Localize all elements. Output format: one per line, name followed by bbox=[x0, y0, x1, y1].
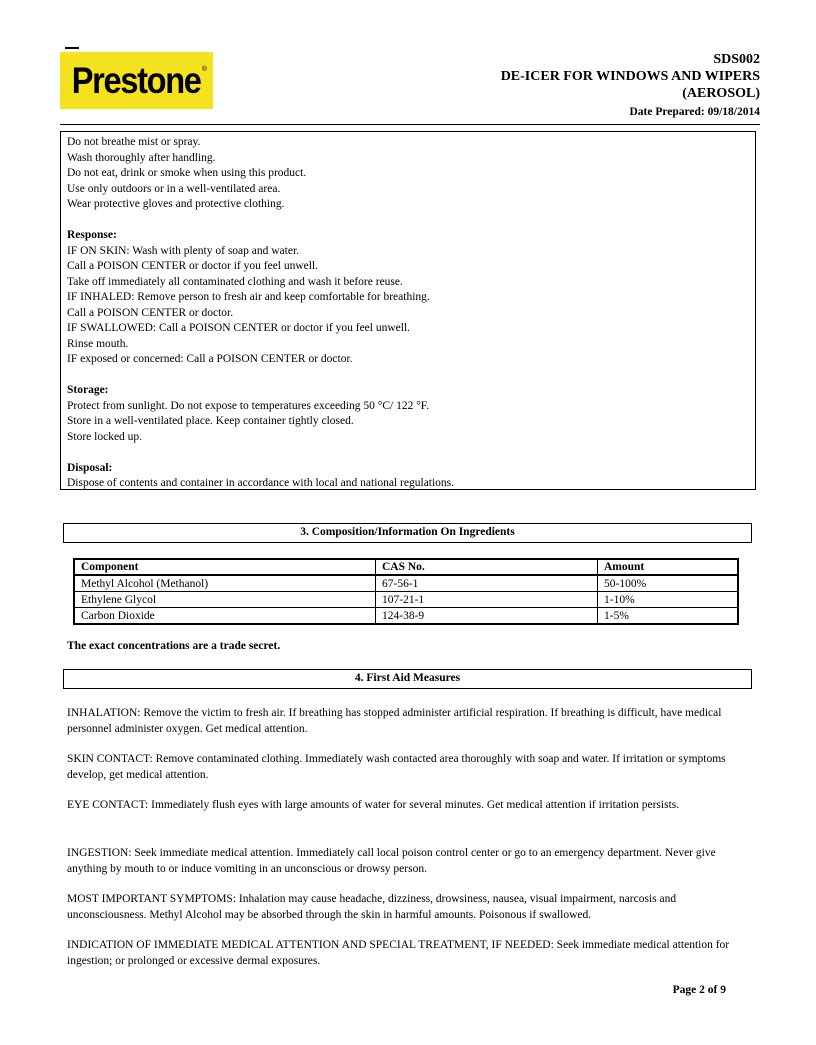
table-row bbox=[74, 592, 738, 608]
cell-amount: 1-10% bbox=[598, 592, 739, 608]
column-header-amount: Amount bbox=[598, 559, 739, 575]
cell-cas: 124-38-9 bbox=[376, 608, 598, 625]
section-4-title: 4. First Aid Measures bbox=[63, 669, 752, 689]
precautionary-statements-box bbox=[60, 131, 756, 490]
product-title-line2: (AEROSOL) bbox=[682, 86, 760, 101]
table-row bbox=[74, 575, 738, 592]
logo-accent-bar bbox=[65, 47, 79, 49]
cell-component: Carbon Dioxide bbox=[74, 608, 376, 625]
first-aid-ingestion: INGESTION: Seek immediate medical attention. Immediately call local poison control center or go to an emergency department. Never give anything by mouth to or induce vomiting in an unconscious or drowsy person. bbox=[67, 847, 716, 875]
first-aid-eye-contact: EYE CONTACT: Immediately flush eyes with large amounts of water for several minutes. Get medical attention if irritation persists. bbox=[67, 799, 680, 811]
table-header-row bbox=[74, 559, 738, 575]
prevention-line: Wash thoroughly after handling. bbox=[67, 151, 216, 164]
column-header-cas: CAS No. bbox=[376, 559, 598, 575]
page-number: Page 2 of 9 bbox=[672, 984, 726, 996]
cell-amount: 1-5% bbox=[598, 608, 739, 625]
cell-amount: 50-100% bbox=[598, 575, 739, 592]
section-3-title: 3. Composition/Information On Ingredients bbox=[63, 523, 752, 543]
first-aid-medical-attention: INDICATION OF IMMEDIATE MEDICAL ATTENTION AND SPECIAL TREATMENT, IF NEEDED: Seek immediate medical attention for ingestion; or prolonged or excessive dermal exposures. bbox=[67, 939, 730, 967]
disposal-line: Dispose of contents and container in accordance with local and national regulations. bbox=[67, 477, 455, 489]
response-line: IF SWALLOWED: Call a POISON CENTER or doctor if you feel unwell. bbox=[67, 322, 411, 334]
trade-secret-note: The exact concentrations are a trade secret. bbox=[67, 640, 281, 652]
response-line: Rinse mouth. bbox=[67, 337, 129, 350]
table-row bbox=[74, 608, 738, 625]
product-title-line1: DE-ICER FOR WINDOWS AND WIPERS bbox=[500, 69, 760, 84]
cell-cas: 107-21-1 bbox=[376, 592, 598, 608]
cell-cas: 67-56-1 bbox=[376, 575, 598, 592]
sds-code: SDS002 bbox=[713, 52, 760, 67]
storage-heading: Storage: bbox=[67, 384, 109, 396]
first-aid-symptoms: MOST IMPORTANT SYMPTOMS: Inhalation may cause headache, dizziness, drowsiness, nausea, visual impairment, narcosis and unconsciousness. Methyl Alcohol may be absorbed through the skin in harmful amounts. Poisonous if swallowed. bbox=[67, 893, 677, 921]
ingredients-table bbox=[73, 558, 739, 625]
prevention-line: Wear protective gloves and protective clothing. bbox=[67, 198, 285, 210]
header-divider bbox=[60, 124, 760, 125]
storage-line: Protect from sunlight. Do not expose to temperatures exceeding 50 °C/ 122 °F. bbox=[67, 399, 430, 412]
prevention-line: Do not eat, drink or smoke when using this product. bbox=[67, 167, 307, 179]
cell-component: Methyl Alcohol (Methanol) bbox=[74, 575, 376, 592]
cell-component: Ethylene Glycol bbox=[74, 592, 376, 608]
disposal-heading: Disposal: bbox=[67, 461, 113, 474]
prevention-line: Do not breathe mist or spray. bbox=[67, 136, 201, 148]
prestone-logo bbox=[60, 52, 213, 109]
date-prepared: Date Prepared: 09/18/2014 bbox=[629, 106, 760, 118]
response-line: Take off immediately all contaminated clothing and wash it before reuse. bbox=[67, 275, 403, 288]
response-heading: Response: bbox=[67, 229, 117, 241]
storage-line: Store locked up. bbox=[67, 430, 143, 443]
response-line: IF ON SKIN: Wash with plenty of soap and water. bbox=[67, 244, 300, 257]
response-line: Call a POISON CENTER or doctor. bbox=[67, 306, 234, 319]
response-line: IF INHALED: Remove person to fresh air and keep comfortable for breathing. bbox=[67, 291, 430, 303]
first-aid-inhalation: INHALATION: Remove the victim to fresh air. If breathing has stopped administer artificial respiration. If breathing is difficult, have medical personnel administer oxygen. Get medical attention. bbox=[67, 707, 722, 735]
first-aid-skin-contact: SKIN CONTACT: Remove contaminated clothing. Immediately wash contacted area thoroughly with soap and water. If irritation or symptoms develop, get medical attention. bbox=[67, 753, 726, 781]
storage-line: Store in a well-ventilated place. Keep container tightly closed. bbox=[67, 415, 354, 427]
column-header-component: Component bbox=[74, 559, 376, 575]
prevention-line: Use only outdoors or in a well-ventilated area. bbox=[67, 182, 281, 195]
logo-text: Prestone bbox=[72, 59, 201, 101]
response-line: IF exposed or concerned: Call a POISON CENTER or doctor. bbox=[67, 353, 353, 365]
logo-trademark: ® bbox=[201, 66, 207, 73]
response-line: Call a POISON CENTER or doctor if you feel unwell. bbox=[67, 260, 319, 272]
